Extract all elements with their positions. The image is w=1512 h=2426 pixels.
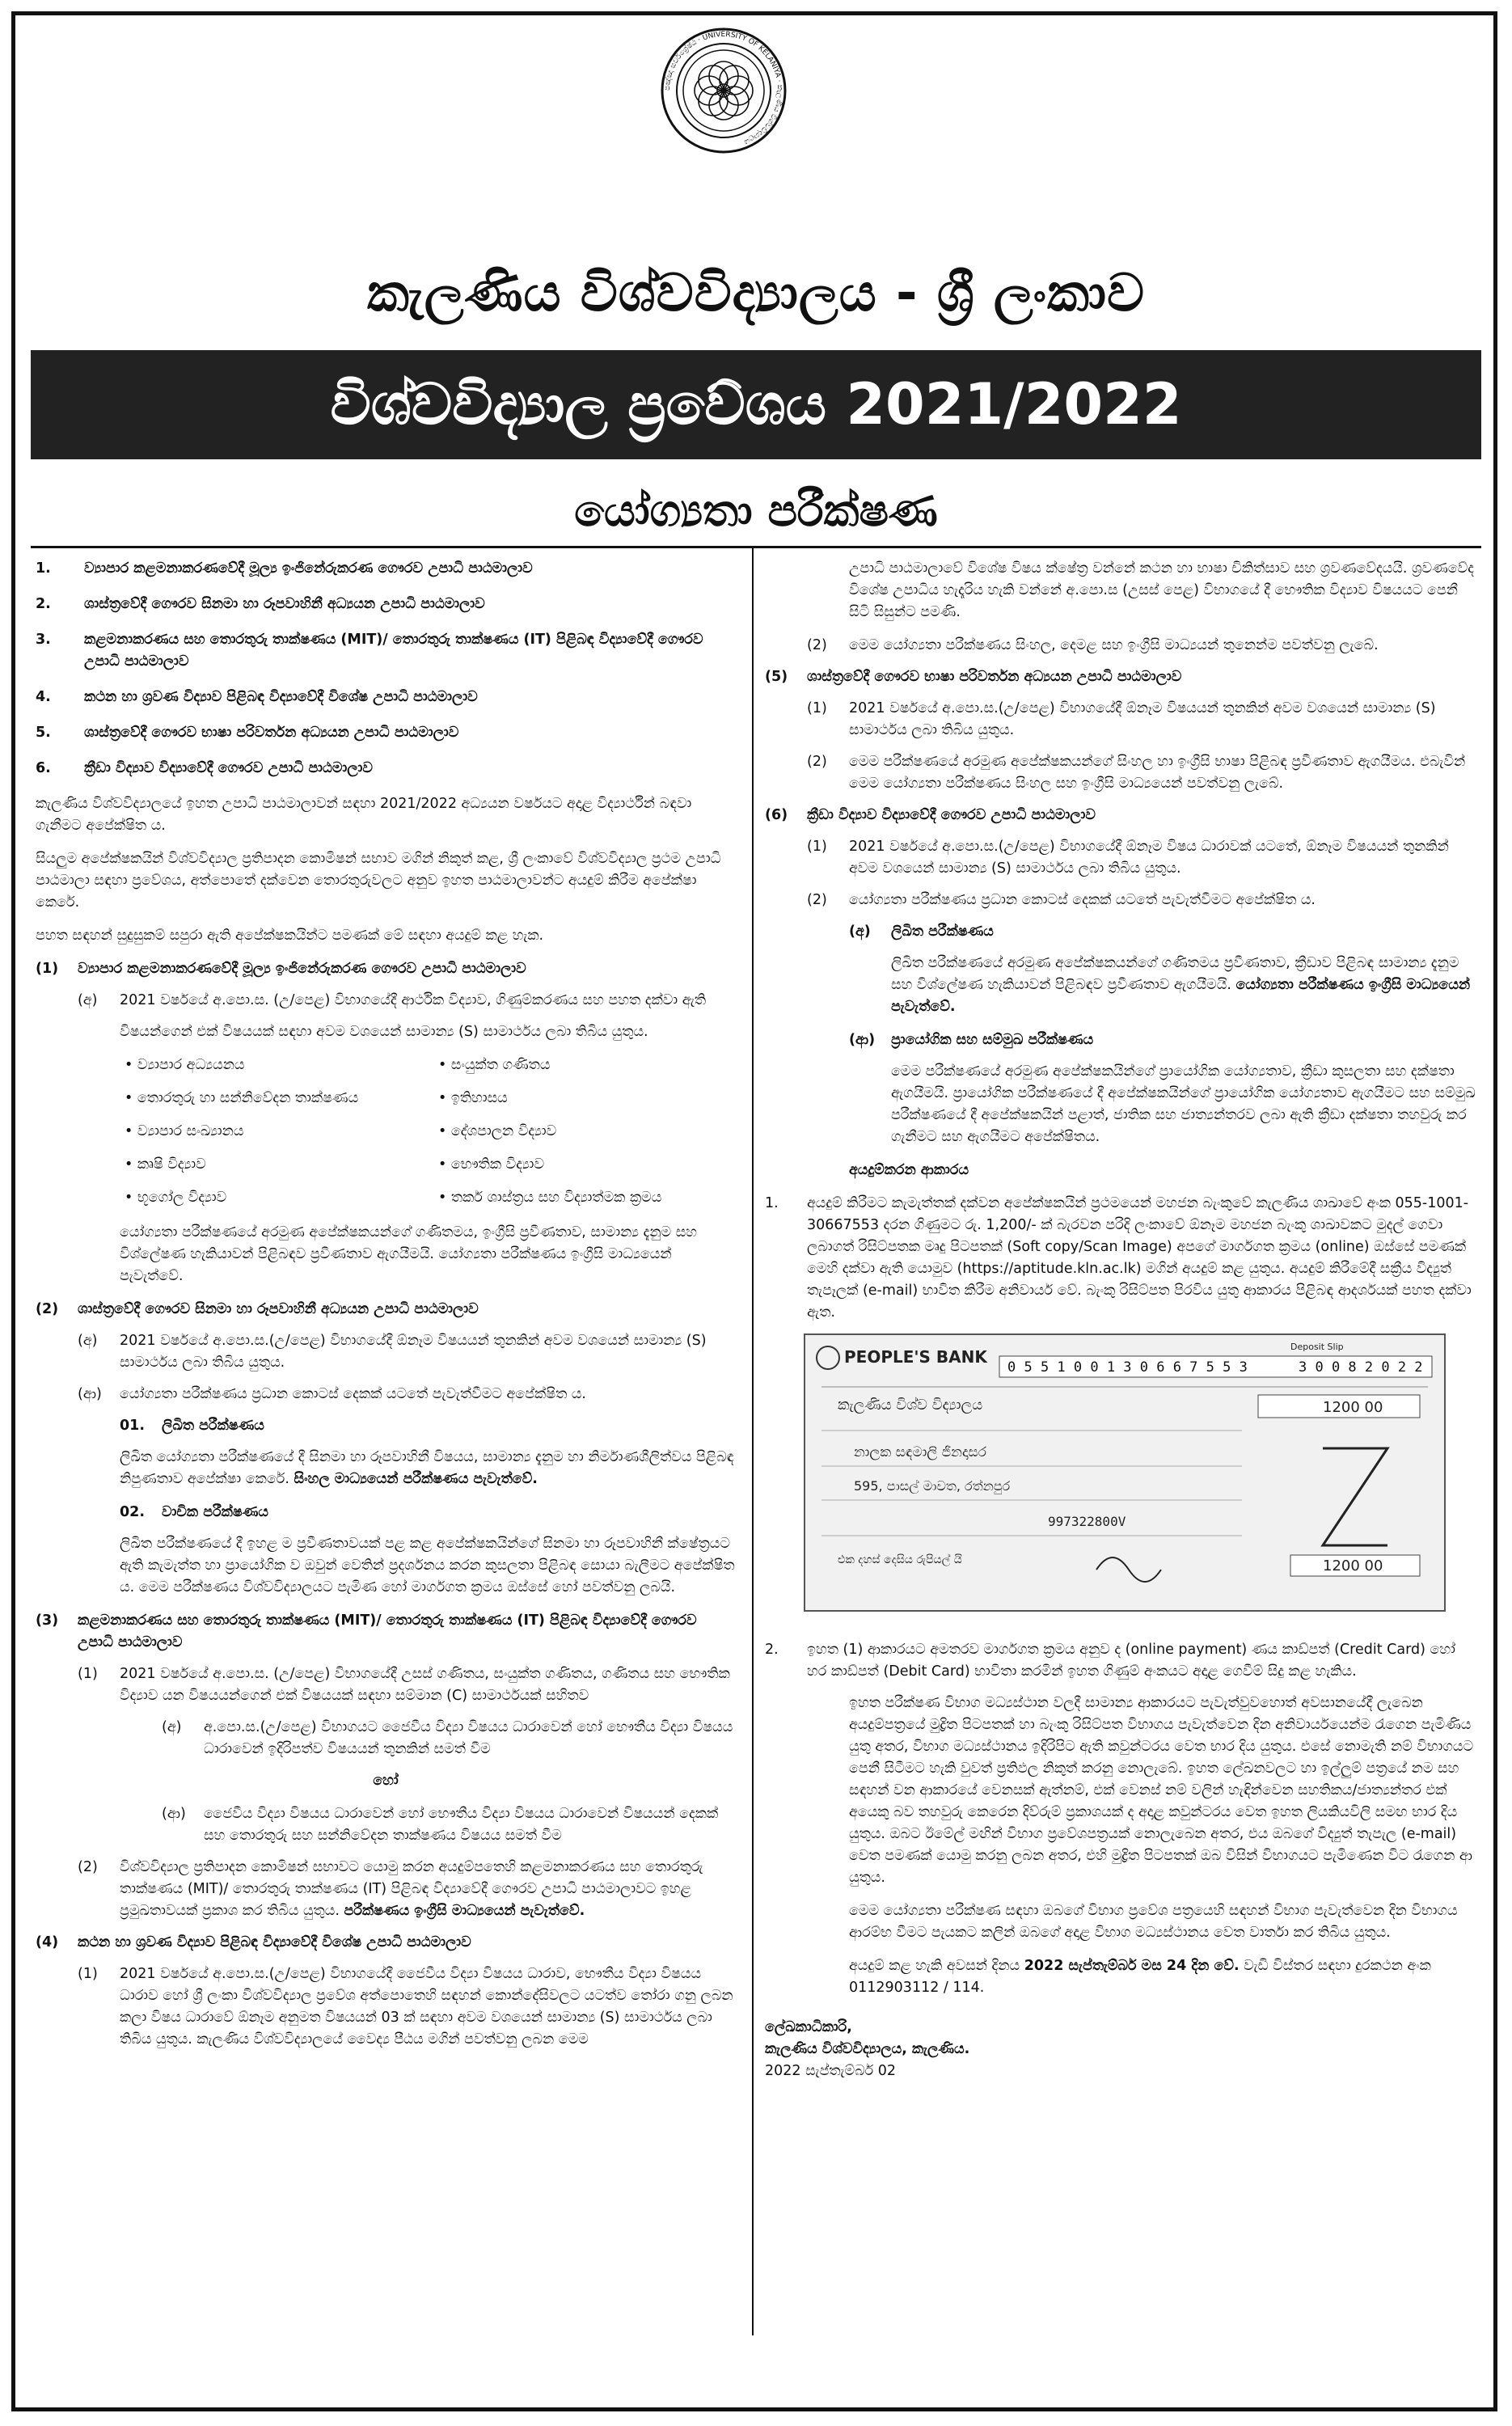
section-6-written-text: ලිඛිත පරීක්ෂණයේ අරමුණ අපේක්ෂකයන්ගේ ගණිතමය ප්‍රවීණතාව, ක්‍රීඩාව පිළිබඳ සාමාන්‍ය දැනුම සහ විශ්ලේෂණ හැකියාවන් පිළිබඳව ප්‍රවීණතාව ඇගයීමයි. යෝග්‍යතා පරීක්ෂණය ඉංග්‍රීසි මාධ්‍යයෙන් පැවැත්වේ. [891,955,1471,1015]
section-5-item-1: (1) 2021 වර්ෂයේ අ.පො.ස.(උ/පෙළ) විභාගයේදී ඕනෑම විෂයයන් තුනකින් අවම වශයෙන් සාමාන්‍ය (S) සාමාර්ථය ලබා තිබිය යුතුය. [807,700,1436,738]
section-6-item-1: (1) 2021 වර්ෂයේ අ.පො.ස.(උ/පෙළ) විභාගයේදී ඕනෑම විෂය ධාරාවක් යටතේ, ඕනෑම විෂයයන් තුනකින් අවම වශයෙන් සාමාන්‍ය (S) සාමාර්ථය ලබා තිබිය යුතුය. [807,839,1449,877]
written-test-heading: 01. ලිඛිත පරීක්ෂණය [120,1418,264,1434]
list-item: • භෞතික විද්‍යාව [438,1154,736,1176]
list-item: 4. කථන හා ශ්‍රවණ විද්‍යාව පිළිබඳ විද්‍යාවේදී විශේෂ උපාධි පාඨමාලාව [36,689,478,705]
list-item: • භූගෝල විද්‍යාව [125,1187,422,1209]
university-address: කැලණිය විශ්වවිද්‍යාලය, කැලණිය. [765,2041,970,2057]
section-3-heading: (3) කළමනාකරණය සහ තොරතුරු තාක්ෂණය (MIT)/ තොරතුරු තාක්ෂණය (IT) පිළිබඳ විද්‍යාවේදී ගෞරව උපාධි පාඨමාලාව [36,1612,697,1650]
section-4-item-1: (1) 2021 වර්ෂයේ අ.පො.ස.(උ/පෙළ) විභාගයේදී ජෛවීය විද්‍යා විෂයය ධාරාව, භෞතීය විද්‍යා විෂයය ධාරාව හෝ ශ්‍රී ලංකා විශ්වවිද්‍යාල ප්‍රවේශ අත්පොතෙහි සඳහන් කොන්දේසිවලට යටත්ව තෝරා ගනු ලබන කලා විෂය ධාරාවේ ඕනෑම අනුමත විෂයයන් 03 ක් සඳහා අවම වශයෙන් සාමාන්‍ය (S) සාමාර්ථය ලබා තිබිය යුතුය. කැලණිය විශ්වවිද්‍යාලයේ වෛද්‍ය පීඨය මගින් පවත්වනු ලබන මෙම [78,1966,733,2048]
account-number: 0 5 5 1 0 0 1 3 0 6 6 7 5 5 3 [1007,1359,1248,1376]
payee-name: කැලණිය විශ්ව විද්‍යාලය [838,1397,983,1414]
apply-step-1: 1. අයදුම් කිරීමට කැමැත්තක් දක්වන අපේක්ෂකයින් ප්‍රථමයෙන් මහජන බැංකුවේ කැලණිය ශාඛාවේ අංක 055-1001-30667553 දරන ගිණුමට රු. 1,200/- ක් බැරවන පරිදි ලංකාවේ ඕනෑම මහජන බැංකු ශාඛාවකට මුදල් ගෙවා ලබාගත් රිසිට්පතක මෘදු පිටපතක් (Soft copy/Scan Image) අපගේ මාර්ගගත ක්‍රමය (online) ඔස්සේ පමණක් මෙහි දක්වා ඇති යොමුව (https://aptitude.kln.ac.lk) මගින් අයදුම් කළ යුතුය. අයදුම් කිරීමේදී සක්‍රීය විද්‍යුත් තැපෑලක් (e-mail) භාවිත කිරීම අනිවාර්ය වේ. බැංකු රිසිට්පත පිරවිය යුතු ආකාරය පිළිබඳ ආදර්ශයක් පහත දක්වා ඇත. [765,1195,1472,1321]
section-5-item-2: (2) මෙම පරීක්ෂණයේ අරමුණ අපේක්ෂකයන්ගේ සිංහල හා ඉංග්‍රීසි භාෂා පිළිබඳ ප්‍රවීණතාව ඇගයීමය. එබැවින් මෙම යෝග්‍යතා පරීක්ෂණය සිංහල සහ ඉංග්‍රීසි මාධ්‍යයෙන් පවත්වනු ලැබේ. [807,754,1466,792]
section-6-practical-heading: (ආ) ප්‍රායෝගික සහ සම්මුඛ පරීක්ෂණය [849,1032,1094,1048]
list-item: • ඉතිහාසය [438,1088,736,1109]
column-divider [752,548,754,2335]
list-item: • සංයුක්ත ගණිතය [438,1055,736,1076]
slip-label: Deposit Slip [1290,1342,1344,1352]
section-2-heading: (2) ශාස්ත්‍රවේදී ගෞරව සිනමා හා රූපවාහිනී අධ්‍යයන උපාධි පාඨමාලාව [36,1301,479,1317]
list-item: 5. ශාස්ත්‍රවේදී ගෞරව භාෂා පරිවර්තන අධ්‍යයන උපාධි පාඨමාලාව [36,725,459,741]
section-6-heading: (6) ක්‍රීඩා විද්‍යාව විද්‍යාවේදී ගෞරව උපාධි පාඨමාලාව [765,807,1096,823]
section-1-heading: (1) ව්‍යාපාර කළමනාකරණවේදී මූල්‍ය ඉංජිනේරුකරණ ගෞරව උපාධි පාඨමාලාව [36,961,526,977]
oral-test-heading: 02. වාචික පරීක්ෂණය [120,1504,268,1520]
intro-paragraph: පහත සඳහන් සුදුසුකම් සපුරා ඇති අපේක්ෂකයින්ට පමණක් මේ සඳහා අයදුම් කළ හැක. [36,928,544,944]
depositor-address: 595, පාසල් මාවත, රත්නපුර [854,1478,1011,1494]
slip-date: 3 0 0 8 2 0 2 2 [1299,1359,1423,1376]
deposit-slip-sample [804,1333,1446,1612]
written-test-text: ලිඛිත යෝග්‍යතා පරීක්ෂණයේ දී සිනමා හා රූපවාහිනී විෂයය, සාමාන්‍ය දැනුම හා නිර්මාණශීලිත්වය පිළිබඳ නිපුණතාව අපේක්ෂා කෙරේ. සිංහල මාධ්‍යයෙන් පරීක්ෂණය පැවැත්වේ. [120,1449,734,1487]
list-item: 1. ව්‍යාපාර කළමනාකරණවේදී මූල්‍ය ඉංජිනේරුකරණ ගෞරව උපාධි පාඨමාලාව [36,560,533,577]
oral-test-text: ලිඛිත පරීක්ෂණයේ දී ඉහළ ම ප්‍රවීණතාවයක් පළ කළ අපේක්ෂකයින්ගේ සිනමා හා රූපවාහිනී ක්ෂේත්‍රයට ඇති කැමැත්ත හා ප්‍රායෝගික ව ඔවුන් වෙතින් ප්‍රදර්ශනය කරන කුසලතා පිළිබඳ සොයා බැලීමට අපේක්ෂිත ය. මෙම පරීක්ෂණය විශ්වවිද්‍යාලයට පැමිණ හෝ මාර්ගගත ක්‍රමය ඔස්සේ හෝ පවත්වනු ලබයි. [120,1536,735,1595]
left-column [36,558,736,2060]
list-item: • ව්‍යාපාර සංඛ්‍යානය [125,1121,422,1143]
exam-instructions: ඉහත පරීක්ෂණ විභාග මධ්‍යස්ථාන වලදී සාමාන්‍ය ආකාරයට පැවැත්වුවහොත් අවසානයේදී ලැබෙන අයදුම්පත්‍රයේ මුද්‍රිත පිටපතක් හා බැංකු රිසිට්පත විභාගය පැවැත්වෙන දින අනිවාර්යයෙන්ම රැගෙන පැමිණිය යුතු අතර, විභාග මධ්‍යස්ථානය ඉදිරිපිට ඇති කවුන්ටරය වෙත භාර දිය යුතුය. එසේ නොමැති නම් විභාගයට පෙනී සිටීමට හැකි වුවත් ප්‍රතිඵල නිකුත් කරනු නොලැබේ. ඉහත ලේඛනවලට හා ඉල්ලුම් පත්‍රයේ නම සහ සඳහන් වන ආකාරයේ වෙනසක් ඇත්නම්, එක් වෙනස් නම් වලින් හැඳින්වෙන සහතිකය/ජාත්‍යන්තර එක් අයෙකු බව තහවුරු කෙරෙන දිව්රුම් ප්‍රකාශයක් ද අදාළ කවුන්ටරය වෙත ඉහත ලියකියවිලි සමඟ භාර දිය යුතුය. ඔබට ඊමේල් මඟින් විභාග ප්‍රවේශපත්‍රයක් නොලැබෙන අතර, එය ඔබගේ විද්‍යුත් තැපැල (e-mail) වෙත පමණක් යොමු කරනු ලබන අතර, එහි මුද්‍රිත පිටපතක් ඔබ විසින් විභාගයට පැමිණෙන විට රැගෙන ආ යුතුය. [849,1695,1474,1886]
course-list [36,558,736,780]
university-title: කැලණිය විශ්වවිද්‍යාලය - ශ්‍රී ලංකාව [366,264,1146,323]
section-2-item-b: (ආ) යෝග්‍යතා පරීක්ෂණය ප්‍රධාන කොටස් දෙකක් යටතේ පැවැත්වීමට අපේක්ෂිත ය. [78,1386,586,1402]
section-6-item-2: (2) යෝග්‍යතා පරීක්ෂණය ප්‍රධාන කොටස් දෙකක් යටතේ පැවැත්වීමට අපේක්ෂිත ය. [807,892,1316,908]
notice-date: 2022 සැප්තැම්බර් 02 [765,2063,896,2079]
section-3-item-1: (1) 2021 වර්ෂයේ අ.පො.ස. (උ/පෙළ) විභාගයේදී උසස් ගණිතය, සංයුක්ත ගණිතය, ගණිතය සහ භෞතික විද්‍යාව යන විෂයයන්ගෙන් එක් විෂයයක් සඳහා සම්මාන (C) සාමාර්ථයක් සහිතව [78,1666,730,1704]
horizontal-divider [31,546,1481,548]
university-seal-logo [659,26,788,155]
section-5-heading: (5) ශාස්ත්‍රවේදී ගෞරව භාෂා පරිවර්තන අධ්‍යයන උපාධි පාඨමාලාව [765,669,1182,685]
intro-paragraph: කැලණිය විශ්වවිද්‍යාලයේ ඉහත උපාධි පාඨමාලාවන් සඳහා 2021/2022 අධ්‍යයන වර්ෂයට අදාළ විද්‍යාර්ථීන් බඳවා ගැනීමට අපේක්ෂිත ය. [36,796,692,834]
section-3-item-a: (අ) අ.පො.ස.(උ/පෙළ) විභාගයට ජෛවීය විද්‍යා විෂයය ධාරාවෙන් හෝ භෞතීය විද්‍යා විෂයය ධාරාවෙන් ඉදිරිපත්ව විෂයයන් තුනකින් සමත් වීම [162,1719,733,1757]
list-item: • තොරතුරු හා සන්නිවේදන තාක්ෂණය [125,1088,422,1109]
amount-in-words: එක දහස් දෙසිය රුපියල් යි [838,1553,962,1566]
list-item: 3. කළමනාකරණය සහ තොරතුරු තාක්ෂණය (MIT)/ තොරතුරු තාක්ෂණය (IT) පිළිබඳ විද්‍යාවේදී ගෞරව උපාධි පාඨමාලාව [36,632,703,670]
section-4-heading: (4) කථන හා ශ්‍රවණ විද්‍යාව පිළිබඳ විද්‍යාවේදී විශේෂ උපාධි පාඨමාලාව [36,1934,471,1951]
list-item: 6. ක්‍රීඩා විද්‍යාව විද්‍යාවේදී ගෞරව උපාධි පාඨමාලාව [36,760,373,776]
right-column [765,558,1478,2082]
section-3-item-b: (ආ) ජෛවීය විද්‍යා විෂයය ධාරාවෙන් හෝ භෞතීය විද්‍යා විෂයය ධාරාවෙන් විෂයයන් දෙකක් සහ තොරතුරු සහ සන්නිවේදන තාක්ෂණය විෂයය සමත් වීම [162,1806,719,1844]
section-3-item-2: (2) විශ්වවිද්‍යාල ප්‍රතිපාදන කොමිෂන් සභාවට යොමු කරන අයදුම්පතෙහි කළමනාකරණය සහ තොරතුරු තාක්ෂණය (MIT)/ තොරතුරු තාක්ෂණය (IT) පිළිබඳ විද්‍යාවේදී ගෞරව උපාධි පාඨමාලාවට ඉහළ ප්‍රමුඛතාවයක් ප්‍රකාශ කර තිබිය යුතුය. පරීක්ෂණය ඉංග්‍රීසි මාධ්‍යයෙන් පැවැත්වේ. [78,1859,703,1919]
list-item: • ව්‍යාපාර අධ්‍යයනය [125,1055,422,1076]
deposit-slip-drawing [805,1335,1444,1610]
section-1-item-a-cont: විෂයන්ගෙන් එක් විෂයයක් සඳහා අවම වශයෙන් සාමාන්‍ය (S) සාමාර්ථය ලබා තිබිය යුතුය. [120,1024,648,1040]
closing-date: අයදුම් කළ හැකි අවසන් දිනය 2022 සැප්තැම්බර් මස 24 දින වේ. වැඩි විස්තර සඳහා දුරකථන අංක 0112903112 / 114. [849,1958,1431,1996]
depositor-name: නාලක සඳමාලි ජිනදාසර [854,1444,987,1460]
list-item: 2. ශාස්ත්‍රවේදී ගෞරව සිනමා හා රූපවාහිනී අධ්‍යයන උපාධි පාඨමාලාව [36,596,485,612]
how-to-apply-heading: අයදුම්කරන ආකාරය [849,1162,969,1178]
section-2-item-a: (අ) 2021 වර්ෂයේ අ.පො.ස.(උ/පෙළ) විභාගයේදී ඕනෑම විෂයයන් තුනකින් අවම වශයෙන් සාමාන්‍ය (S) සාමාර්ථය ලබා තිබිය යුතුය. [78,1333,707,1371]
exam-reporting: මෙම යෝග්‍යතා පරීක්ෂණ සඳහා ඔබගේ විභාග ප්‍රවේශ පත්‍රයෙහි සඳහන් විභාග පැවැත්වෙන දින විභාගය ආරම්භ වීමට පැයකට කලින් ඔබගේ අදාළ විභාග මධ්‍යස්ථානය වෙත වාර්තා කර තිබිය යුතුය. [849,1903,1458,1941]
section-1-item-a: (අ) 2021 වර්ෂයේ අ.පො.ස. (උ/පෙළ) විභාගයේදී ආර්ථික විද්‍යාව, ගිණුම්කරණය සහ පහත දක්වා ඇති [78,992,707,1008]
section-1-note: යෝග්‍යතා පරීක්ෂණයේ අරමුණ අපේක්ෂකයන්ගේ ගණිතමය, ඉංග්‍රීසි ප්‍රවීණතාව, සාමාන්‍ය දැනුම සහ විශ්ලේෂණ හැකියාවන් පිළිබඳව ප්‍රවීණතාව ඇගයීමයි. යෝග්‍යතා පරීක්ෂණය ඉංග්‍රීසි මාධ්‍යයෙන් පැවැත්වේ. [120,1224,698,1284]
section-4-item-2: (2) මෙම යෝග්‍යතා පරීක්ෂණය සිංහල, දෙමළ සහ ඉංග්‍රීසි මාධ්‍යයන් තුනෙන්ම පවත්වනු ලැබේ. [807,637,1379,653]
depositor-nic: 997322800V [1048,1514,1126,1529]
section-4-continuation: උපාධි පාඨමාලාවේ විශේෂ විෂය ක්ෂේත්‍ර වන්නේ කථන හා භාෂා චිකිත්සාව සහ ශ්‍රවණවේදයයි. ශ්‍රවණවේද විශේෂ උපාධිය හැදෑරිය හැකි වන්නේ අ.පො.ස (උසස් පෙළ) විභාගයේ දී භෞතික විද්‍යාව විෂයයට පෙනී සිටි සිසුන්ට පමණි. [849,560,1475,620]
subject-list [36,1055,736,1209]
svg-text:පඤ්ඤා සර්වශ්‍රේෂ්ඨ · UNIVERSIT: පඤ්ඤා සර්වශ්‍රේෂ්ඨ · UNIVERSITY OF KELANIYA · කැලණිය විශ්වවිද්‍යාලය [663,30,784,146]
aptitude-test-subtitle: යෝග්‍යතා පරීක්ෂණ [574,485,938,536]
list-item: • කෘෂි විද්‍යාව [125,1154,422,1176]
bank-name: PEOPLE'S BANK [844,1347,987,1367]
section-6-practical-text: මෙම පරීක්ෂණයේ අරමුණ අපේක්ෂකයින්ගේ ප්‍රායෝගික යෝග්‍යතාව, ක්‍රීඩා කුසලතා සහ දක්ෂතා ඇගයීමයි. ප්‍රායෝගික පරීක්ෂණයේ දී අපේක්ෂකයින්ගේ ප්‍රායෝගික යෝග්‍යතාව ඇගයීමට සහ සම්මුඛ පරීක්ෂණයේ දී අපේක්ෂකයින් පළාත්, ජාතික සහ ජාත්‍යන්තරව ලබා ඇති ක්‍රීඩා දක්ෂතා තහවුරු කර ගැනීමට සහ ඇගයීමට අපේක්ෂිතය. [891,1063,1476,1145]
section-6-written-heading: (අ) ලිඛිත පරීක්ෂණය [849,923,994,940]
apply-step-2: 2. ඉහත (1) ආකාරයට අමතරව මාර්ගගත ක්‍රමය අනුව ද (online payment) ණය කාඩ්පත් (Credit Card) හෝ හර කාඩ්පත් (Debit Card) භාවිතා කරමින් ඉහත ගිණුම් අංකයට අදාළ ගෙවීම් සිදු කළ හැකිය. [765,1642,1455,1680]
admission-banner: විශ්වවිද්‍යාල ප්‍රවේශය 2021/2022 [31,350,1481,459]
list-item: • දේශපාලන විද්‍යාව [438,1121,736,1143]
signature-block [765,2017,1478,2082]
list-item: • තර්ක ශාස්ත්‍රය සහ විද්‍යාත්මක ක්‍රමය [438,1187,736,1209]
amount-box: 1200 00 [1323,1399,1383,1416]
intro-paragraph: සියලුම අපේක්ෂකයින් විශ්වවිද්‍යාල ප්‍රතිපාදන කොමිෂන් සභාව මගින් නිකුත් කළ, ශ්‍රී ලංකාවේ විශ්වවිද්‍යාල ප්‍රථම උපාධි පාඨමාලා සඳහා ප්‍රවේශය, අත්පොතේ දක්වෙන තොරතුරුවලට අනුව ඉහත පාඨමාලාවන්ට අයදුම් කිරීම අපේක්ෂා කෙරේ. [36,851,721,911]
or-separator: හෝ [373,1773,399,1789]
registrar-title: ලේඛකාධිකාරි, [765,2019,852,2035]
total-amount: 1200 00 [1323,1557,1383,1574]
